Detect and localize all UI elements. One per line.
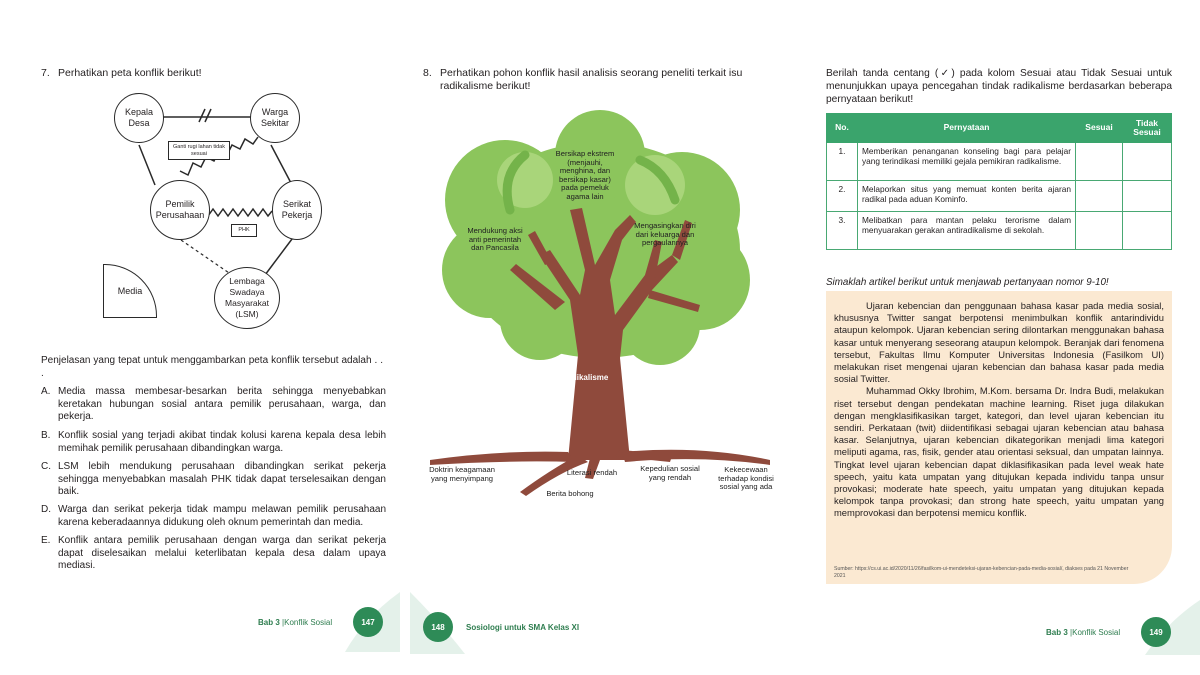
article-source: Sumber: https://cs.ui.ac.id/2020/11/26/fasilkom-ui-mendeteksi-ujaran-kebencian-pada-media-sosial/, diakses pada 21 November 2021 — [834, 566, 1129, 579]
option-c[interactable] — [41, 461, 386, 499]
root-label-1: Doktrin keagamaan yang menyimpang — [429, 465, 495, 483]
option-d[interactable] — [41, 504, 386, 529]
page-148-footer-title: Sosiologi untuk SMA Kelas XI — [466, 623, 580, 632]
root-label-5: Kekecewaan terhadap kondisi sosial yang ada — [718, 465, 774, 492]
line-warga-serikat — [271, 145, 291, 183]
row-1-tidak-sesuai-cell[interactable] — [1123, 143, 1172, 181]
option-d-text: Warga dan serikat pekerja tidak mampu melawan pemilik perusahaan karena keberadaannya didukung oleh oknum pemerintah dan media. — [58, 504, 386, 528]
option-a[interactable] — [41, 386, 386, 424]
footer-separator: | — [282, 618, 285, 627]
option-d-letter: D. — [41, 504, 51, 515]
tag-ganti-rugi: Ganti rugi lahan tidak sesuai — [168, 141, 230, 160]
header-sesuai: Sesuai — [1076, 114, 1123, 143]
statement-table — [826, 113, 1172, 250]
footer-chapter: Bab 3 — [258, 618, 280, 627]
header-pernyataan: Pernyataan — [858, 114, 1076, 143]
node-warga-sekitar: Warga Sekitar — [250, 93, 300, 143]
option-a-letter: A. — [41, 386, 51, 397]
node-kepala-desa: Kepala Desa — [114, 93, 164, 143]
footer-chapter-149: Bab 3 — [1046, 628, 1068, 637]
option-b-letter: B. — [41, 430, 51, 441]
question-7-number: 7. — [41, 67, 50, 79]
article-box — [826, 291, 1172, 584]
page-number-147: 147 — [353, 607, 383, 637]
row-1-text: Memberikan penanganan konseling bagi para pelajar yang terindikasi memiliki gejala pemikiran radikalisme. — [858, 143, 1076, 181]
row-2-tidak-sesuai-cell[interactable] — [1123, 181, 1172, 212]
leaf-label-center: Bersikap ekstrem (menjauhi, menghina, dan bersikap kasar) pada pemeluk agama lain — [555, 149, 615, 201]
trunk-label: Radikalisme — [561, 373, 609, 382]
page-number-149: 149 — [1141, 617, 1171, 647]
row-2-no: 2. — [827, 181, 858, 212]
root-label-4: Kepedulian sosial yang rendah — [640, 464, 700, 482]
header-no: No. — [827, 114, 858, 143]
question-8-number: 8. — [423, 67, 432, 79]
node-lsm: Lembaga Swadaya Masyarakat (LSM) — [214, 267, 280, 329]
line-kepala-pemilik — [139, 145, 155, 185]
option-b[interactable] — [41, 430, 386, 455]
node-serikat-pekerja: Serikat Pekerja — [272, 180, 322, 240]
leaf-label-left: Mendukung aksi anti pemerintah dan Pancasila — [467, 226, 523, 253]
option-e-text: Konflik antara pemilik perusahaan dengan warga dan serikat pekerja dapat diselesaikan melalui keterlibatan kepala desa dalam upaya mediasi. — [58, 535, 386, 571]
article-paragraph-2: Muhammad Okky Ibrohim, M.Kom. bersama Dr. Indra Budi, melakukan riset tersebut dengan pendekatan machine learning. Riset juga dilakukan dengan mengklasifikasikan target, kategori, dan level ujaran kebencian itu sendiri. Perkataan (twit) diidentifikasi sebagai ujaran kebencian atau bahasa kasar. Selanjutnya, ujaran kebencian dikategorikan menjadi lima kategori meliputi agama, ras, fisik, gender atau orientasi seksual, dan umpatan lainnya. Tingkat level ujaran kebencian dapat diklasifikasikan pada level weak hate speech, yaitu kata umpatan yang ditujukan kepada individu tanpa unsur provokasi; moderate hate speech, yaitu umpatan yang ditujukan kepada kelompok tanpa provokasi; dan strong hate speech, yaitu umpatan yang memprovokasi dan berpotensi memicu konflik. — [834, 385, 1164, 519]
table-row — [827, 212, 1172, 250]
footer-separator-149: | — [1070, 628, 1073, 637]
page-number-148: 148 — [423, 612, 453, 642]
table-header-row — [827, 114, 1172, 143]
root-label-2: Literasi rendah — [566, 468, 618, 477]
header-tidak-sesuai: Tidak Sesuai — [1123, 114, 1172, 143]
option-b-text: Konflik sosial yang terjadi akibat tindak kolusi karena kepala desa lebih memihak pemilik perusahaan dibandingkan warga. — [58, 430, 386, 454]
row-3-sesuai-cell[interactable] — [1076, 212, 1123, 250]
option-a-text: Media massa membesar-besarkan berita sehingga menyebabkan keretakan hubungan sosial antara pemilik perusahaan, warga, dan pekerja. — [58, 386, 386, 422]
footer-title-149: Konflik Sosial — [1072, 628, 1121, 637]
leaf-label-right: Mengasingkan diri dari keluarga dan pergaulannya — [634, 221, 696, 248]
row-3-no: 3. — [827, 212, 858, 250]
footer-title: Konflik Sosial — [284, 618, 333, 627]
tag-phk: PHK — [231, 224, 257, 237]
table-row — [827, 181, 1172, 212]
row-1-no: 1. — [827, 143, 858, 181]
row-2-text: Melaporkan situs yang memuat konten berita ajaran radikal pada aduan Kominfo. — [858, 181, 1076, 212]
option-e[interactable] — [41, 535, 386, 573]
row-3-tidak-sesuai-cell[interactable] — [1123, 212, 1172, 250]
article-paragraph-1: Ujaran kebencian dan penggunaan bahasa kasar pada media sosial, khususnya Twitter sangat berpotensi menimbulkan konflik antarindividu ataupun kelompok. Ujaran kebencian sering dilontarkan menggunakan bahasa kasar untuk menyerang seseorang ataupun kelompok. Beranjak dari fenomena tersebut, Fakultas Ilmu Komputer Universitas Indonesia (Fasilkom UI) melakukan riset mengenai ujaran kebencian dan bahasa kasar pada media sosial Twitter. — [834, 300, 1164, 385]
row-3-text: Melibatkan para mantan pelaku terorisme dalam menyuarakan gerakan antiradikalisme di sekolah. — [858, 212, 1076, 250]
node-media: Media — [103, 264, 157, 318]
node-pemilik-perusahaan: Pemilik Perusahaan — [150, 180, 210, 240]
row-1-sesuai-cell[interactable] — [1076, 143, 1123, 181]
dashed-pemilik-lsm — [181, 240, 232, 275]
table-row — [827, 143, 1172, 181]
row-2-sesuai-cell[interactable] — [1076, 181, 1123, 212]
option-c-text: LSM lebih mendukung perusahaan dibandingkan serikat pekerja sehingga menyebabkan masalah PHK tidak dapat terselesaikan dengan baik. — [58, 461, 386, 497]
question-7-prompt: Perhatikan peta konflik berikut! — [58, 67, 202, 79]
option-c-letter: C. — [41, 461, 51, 472]
question-7-stem: Penjelasan yang tepat untuk menggambarkan peta konflik tersebut adalah . . . — [41, 355, 383, 379]
page-149-footer — [1046, 628, 1120, 637]
page-147-footer — [258, 618, 332, 627]
table-intro: Berilah tanda centang (✓) pada kolom Sesuai atau Tidak Sesuai untuk menunjukkan upaya pencegahan tindak radikalisme berdasarkan beberapa pernyataan berikut! — [826, 68, 1172, 105]
question-8-prompt: Perhatikan pohon konflik hasil analisis seorang peneliti terkait isu radikalisme berikut! — [440, 67, 743, 92]
line-serikat-lsm — [265, 235, 295, 275]
article-instruction: Simaklah artikel berikut untuk menjawab pertanyaan nomor 9-10! — [826, 277, 1109, 288]
root-label-3: Berita bohong — [546, 489, 594, 498]
option-e-letter: E. — [41, 535, 51, 546]
